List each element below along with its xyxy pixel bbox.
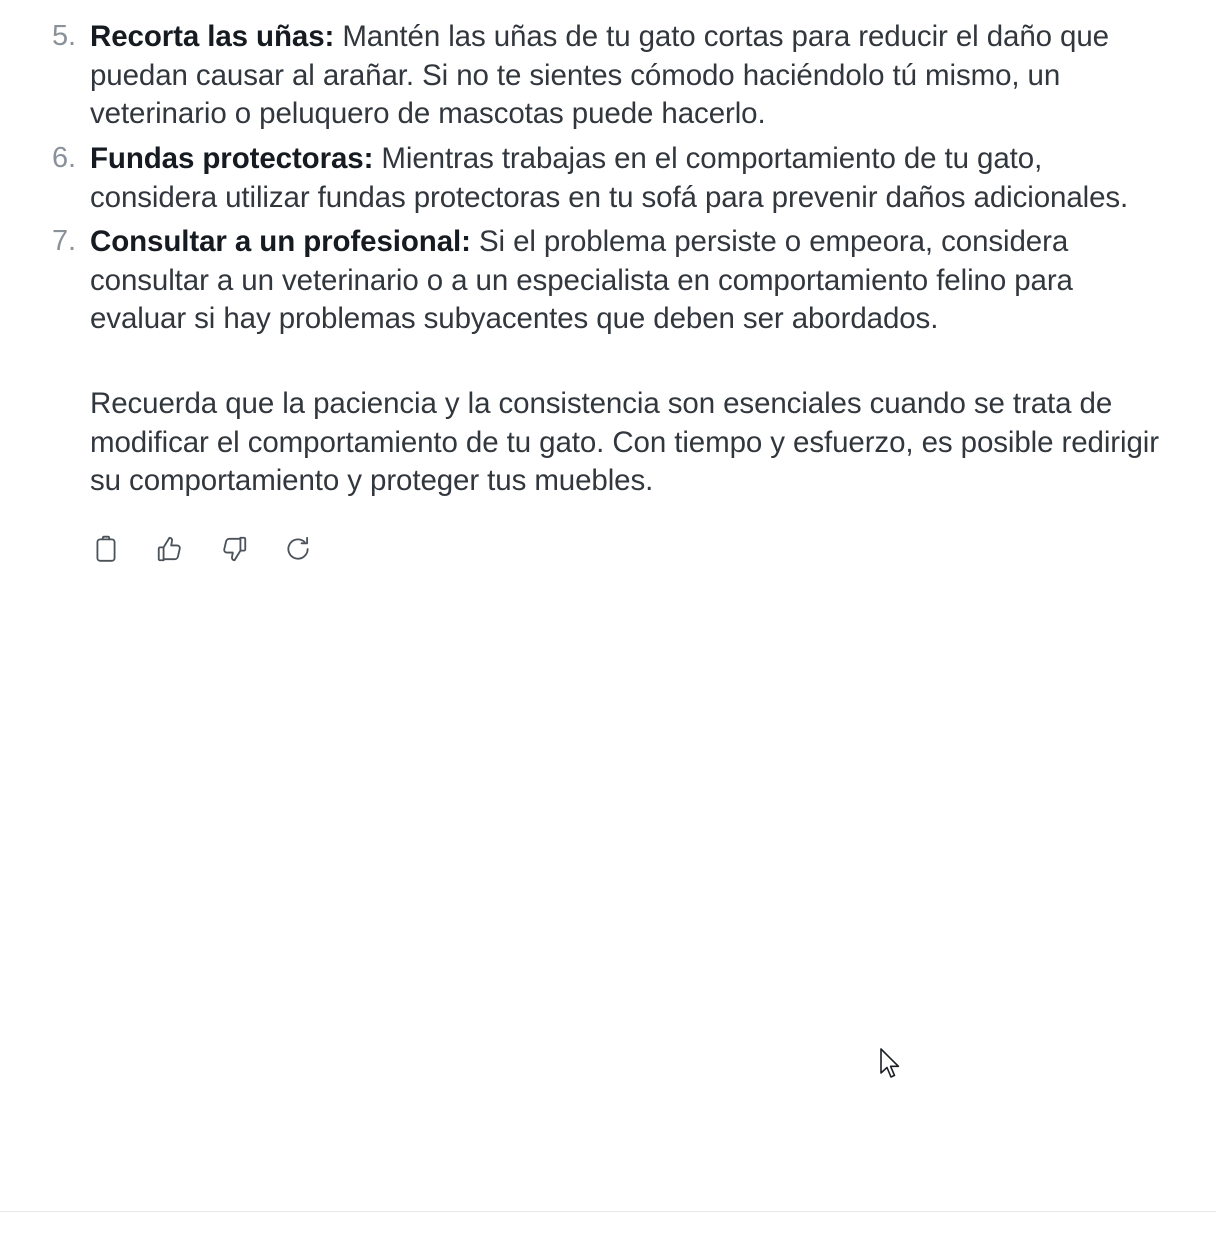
list-item-text: Si el problema persiste o empeora, considera consultar a un veterinario o a un especialista en comportamiento felino para evaluar si hay problemas subyacentes que deben ser abordados.: [90, 225, 1073, 336]
list-item: [28, 223, 1176, 339]
list-item-lead: Fundas protectoras:: [90, 141, 374, 175]
list-item-marker: 7.: [52, 225, 76, 258]
list-item: [28, 140, 1176, 217]
closing-paragraph: Recuerda que la paciencia y la consistencia son esenciales cuando se trata de modificar el comportamiento de tu gato. Con tiempo y esfuerzo, es posible redirigir su comportamiento y proteger tus muebles.: [90, 387, 1159, 498]
numbered-step-list: [28, 18, 1176, 339]
thumbs-down-icon[interactable]: [216, 531, 252, 567]
assistant-response: [0, 0, 1216, 567]
copy-icon[interactable]: [88, 531, 124, 567]
list-item-text: Mantén las uñas de tu gato cortas para reducir el daño que puedan causar al arañar. Si no te sientes cómodo haciéndolo tú mismo, un veterinario o peluquero de mascotas puede hacerlo.: [90, 20, 1109, 131]
regenerate-icon[interactable]: [280, 531, 316, 567]
thumbs-up-icon[interactable]: [152, 531, 188, 567]
mouse-cursor: [879, 1048, 903, 1082]
message-action-bar: [28, 531, 1176, 567]
list-item-lead: Recorta las uñas:: [90, 20, 335, 53]
list-item-marker: 6.: [52, 141, 76, 174]
bottom-divider: [0, 1211, 1216, 1212]
list-item-lead: Consultar a un profesional:: [90, 225, 471, 259]
list-item: [28, 18, 1176, 134]
list-item-text: Mientras trabajas en el comportamiento de tu gato, considera utilizar fundas protectoras en tu sofá para prevenir daños adicionales.: [90, 141, 1129, 214]
list-item-marker: 5.: [52, 20, 76, 52]
